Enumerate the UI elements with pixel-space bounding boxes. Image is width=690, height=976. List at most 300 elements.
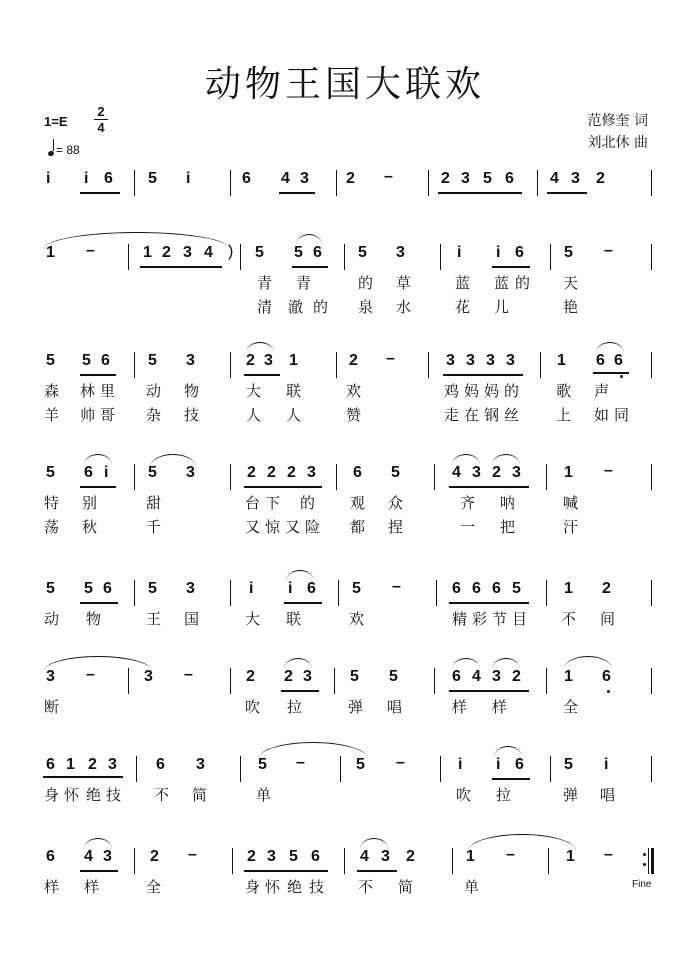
note: 3 — [186, 352, 195, 369]
note: i — [457, 244, 462, 261]
time-signature — [94, 104, 108, 135]
lyric: 林 — [80, 382, 96, 400]
lyric: 样 — [492, 698, 508, 716]
note: – — [188, 846, 197, 863]
note: 3 — [196, 756, 205, 773]
note: 5 — [82, 352, 91, 369]
barline — [230, 580, 231, 606]
lyric: 蓝 — [494, 274, 510, 292]
barline — [230, 352, 231, 378]
lyric: 的 — [358, 274, 374, 292]
note: 5 — [46, 352, 55, 369]
lyric: 节 — [492, 610, 508, 628]
note: 6 — [311, 848, 320, 865]
note: 3 — [307, 464, 316, 481]
lyric: 又 — [245, 518, 261, 536]
lyric: 哥 — [100, 406, 116, 424]
note: 3 — [571, 170, 580, 187]
lyric: 人 — [246, 406, 262, 424]
lyric: 走 — [444, 406, 460, 424]
note: 6 — [452, 580, 461, 597]
lyric: 物 — [184, 382, 200, 400]
note: 2 — [287, 464, 296, 481]
barline — [651, 580, 652, 606]
lyric: 简 — [398, 878, 414, 896]
lyric: 都 — [350, 518, 366, 536]
note: 5 — [358, 244, 367, 261]
note: 5 — [389, 668, 398, 685]
lyric: 技 — [184, 406, 200, 424]
note: 6 — [452, 668, 461, 685]
lyric: 惊 — [265, 518, 281, 536]
lyric: 别 — [82, 494, 98, 512]
lyric: 钢 — [484, 406, 500, 424]
note: 2 — [246, 352, 255, 369]
lyric: 唱 — [600, 786, 616, 804]
lyric: 妈 — [484, 382, 500, 400]
lyricist-credit: 范修奎 词 — [587, 113, 648, 129]
note: 2 — [602, 580, 611, 597]
lyric: 样 — [84, 878, 100, 896]
barline — [651, 170, 652, 196]
note: i — [458, 756, 463, 773]
barline — [134, 464, 135, 490]
note: 4 — [452, 464, 461, 481]
barline — [344, 244, 345, 270]
note: – — [384, 168, 393, 185]
note: 5 — [294, 244, 303, 261]
note: 3 — [300, 170, 309, 187]
lyric: 把 — [500, 518, 516, 536]
lyric: 艳 — [563, 298, 579, 316]
key-signature: 1=E — [44, 114, 68, 129]
lyric: 赞 — [346, 406, 362, 424]
barline — [230, 668, 231, 694]
lyric: 的 — [300, 494, 316, 512]
note: 6 — [505, 170, 514, 187]
lyric: 捏 — [388, 518, 404, 536]
note: 6 — [104, 170, 113, 187]
barline — [340, 756, 341, 782]
note: 6 — [614, 352, 623, 369]
lyric: 森 — [44, 382, 60, 400]
underline — [244, 870, 328, 872]
lyric: 的 — [504, 382, 520, 400]
lyric: 技 — [309, 878, 325, 896]
lyric: 清 — [257, 298, 273, 316]
barline — [336, 464, 337, 490]
lyric: 的 — [515, 274, 531, 292]
note: 2 — [162, 244, 171, 261]
lyric: 身 — [44, 786, 60, 804]
barline — [134, 170, 135, 196]
lyric: 联 — [286, 610, 302, 628]
note: 5 — [148, 580, 157, 597]
underline — [593, 372, 629, 374]
underline — [244, 374, 280, 376]
fine-mark: Fine — [632, 879, 652, 890]
composer-credit: 刘北休 曲 — [587, 135, 648, 151]
note: 3 — [492, 668, 501, 685]
barline — [344, 848, 345, 874]
lyric: 拉 — [496, 786, 512, 804]
lyric: 绝 — [287, 878, 303, 896]
lyric: 全 — [563, 698, 579, 716]
barline — [136, 756, 137, 782]
note: – — [184, 666, 193, 683]
lyric: 物 — [86, 610, 102, 628]
note: 5 — [255, 244, 264, 261]
note: 6 — [156, 756, 165, 773]
score-row-3 — [0, 352, 690, 452]
score-row-8 — [0, 848, 690, 948]
underline — [547, 192, 587, 194]
note: 1 — [564, 668, 573, 685]
note: 4 — [281, 170, 290, 187]
note: i — [288, 580, 293, 597]
note: 6 — [353, 464, 362, 481]
barline — [428, 352, 429, 378]
lyric: 泉 — [358, 298, 374, 316]
note: – — [506, 846, 515, 863]
final-barline-thick — [651, 848, 654, 874]
note: 3 — [396, 244, 405, 261]
barline — [134, 848, 135, 874]
note: 2 — [596, 170, 605, 187]
note: 6 — [472, 580, 481, 597]
barline — [428, 170, 429, 196]
note: 2 — [267, 464, 276, 481]
lyric: 动 — [44, 610, 60, 628]
note: 4 — [84, 848, 93, 865]
note: – — [392, 578, 401, 595]
lyric: 大 — [245, 610, 261, 628]
lyric: 喊 — [563, 494, 579, 512]
lyric: 呐 — [500, 494, 516, 512]
lyric: 拉 — [287, 698, 303, 716]
note: 3 — [512, 464, 521, 481]
note: i — [604, 756, 609, 773]
underline — [140, 266, 222, 268]
note: 5 — [483, 170, 492, 187]
note: – — [396, 754, 405, 771]
lyric: 里 — [100, 382, 116, 400]
lyric: 千 — [146, 518, 162, 536]
note: 3 — [264, 352, 273, 369]
note: 5 — [258, 756, 267, 773]
barline — [134, 352, 135, 378]
note: 5 — [352, 580, 361, 597]
lyric: 在 — [464, 406, 480, 424]
barline — [651, 464, 652, 490]
barline — [336, 352, 337, 378]
meter-top: 2 — [97, 104, 105, 119]
note: 5 — [148, 352, 157, 369]
underline — [284, 602, 322, 604]
note: 1 — [564, 580, 573, 597]
lyric: 欢 — [349, 610, 365, 628]
lyric: 单 — [256, 786, 272, 804]
note: 2 — [247, 848, 256, 865]
note: 5 — [564, 244, 573, 261]
lyric: 如 — [594, 406, 610, 424]
note: – — [604, 846, 613, 863]
note: 6 — [515, 756, 524, 773]
underline — [43, 776, 123, 778]
repeat-dot — [643, 853, 646, 856]
note: 6 — [492, 580, 501, 597]
note: – — [386, 350, 395, 367]
note: 6 — [101, 352, 110, 369]
note: 6 — [46, 848, 55, 865]
lyric: 儿 — [494, 298, 510, 316]
note: 1 — [557, 352, 566, 369]
note: 2 — [150, 848, 159, 865]
underline — [292, 266, 328, 268]
lyric: 吹 — [456, 786, 472, 804]
note: 5 — [46, 464, 55, 481]
barline — [546, 580, 547, 606]
note: 1 — [289, 352, 298, 369]
lyric: 台 — [245, 494, 261, 512]
note: i — [496, 756, 501, 773]
underline — [449, 602, 529, 604]
underline — [80, 870, 118, 872]
note: 2 — [349, 352, 358, 369]
note: 3 — [183, 244, 192, 261]
lyric: 同 — [614, 406, 630, 424]
note: 1 — [66, 756, 75, 773]
underline — [449, 690, 529, 692]
note: 2 — [346, 170, 355, 187]
octave-dot — [620, 375, 623, 378]
lyric: 不 — [561, 610, 577, 628]
note: 5 — [350, 668, 359, 685]
lyric: 样 — [44, 878, 60, 896]
lyric: 欢 — [346, 382, 362, 400]
lyric: 动 — [146, 382, 162, 400]
underline — [443, 374, 523, 376]
note: 5 — [564, 756, 573, 773]
note: 3 — [108, 756, 117, 773]
lyric: 险 — [305, 518, 321, 536]
barline — [548, 848, 549, 874]
lyric: 联 — [286, 382, 302, 400]
lyric: 绝 — [86, 786, 102, 804]
repeat-dot — [643, 863, 646, 866]
octave-dot — [607, 690, 610, 693]
underline — [449, 486, 529, 488]
note: 2 — [492, 464, 501, 481]
note: 6 — [242, 170, 251, 187]
note: 5 — [356, 756, 365, 773]
note: 4 — [472, 668, 481, 685]
barline — [651, 756, 652, 782]
lyric: 目 — [512, 610, 528, 628]
note: 6 — [46, 756, 55, 773]
note: 3 — [186, 464, 195, 481]
barline — [550, 244, 551, 270]
note: 4 — [550, 170, 559, 187]
note: i — [186, 170, 191, 187]
note: 4 — [204, 244, 213, 261]
lyric: 花 — [455, 298, 471, 316]
note: 3 — [144, 668, 153, 685]
lyric: 身 — [245, 878, 261, 896]
lyric: 观 — [350, 494, 366, 512]
barline — [651, 244, 652, 270]
barline — [128, 668, 129, 694]
note: 3 — [486, 352, 495, 369]
lyric: 国 — [184, 610, 200, 628]
note: i — [249, 580, 254, 597]
lyric: 水 — [396, 298, 412, 316]
note: – — [86, 666, 95, 683]
lyric: 杂 — [146, 406, 162, 424]
barline — [452, 848, 453, 874]
underline — [279, 192, 315, 194]
note: i — [46, 170, 51, 187]
lyric: 青 — [257, 274, 273, 292]
lyric: 全 — [146, 878, 162, 896]
note: 6 — [313, 244, 322, 261]
note: – — [604, 462, 613, 479]
lyric: 甜 — [146, 494, 162, 512]
score-row-2 — [0, 244, 690, 344]
lyric: 间 — [600, 610, 616, 628]
note: 3 — [461, 170, 470, 187]
barline — [550, 756, 551, 782]
score-row-4 — [0, 464, 690, 564]
note: 6 — [307, 580, 316, 597]
note: 1 — [46, 244, 55, 261]
note: 2 — [406, 848, 415, 865]
note: 3 — [506, 352, 515, 369]
note: 2 — [441, 170, 450, 187]
barline — [334, 668, 335, 694]
lyric: 弹 — [348, 698, 364, 716]
note: 5 — [391, 464, 400, 481]
lyric: 羊 — [44, 406, 60, 424]
barline — [240, 756, 241, 782]
barline — [240, 244, 241, 270]
lyric: 一 — [460, 518, 476, 536]
lyric: 上 — [556, 406, 572, 424]
barline — [537, 170, 538, 196]
note: i — [104, 464, 109, 481]
lyric: 精 — [452, 610, 468, 628]
underline — [80, 486, 116, 488]
note: 3 — [186, 580, 195, 597]
barline — [338, 580, 339, 606]
lyric: 又 — [285, 518, 301, 536]
lyric: 样 — [452, 698, 468, 716]
lyric: 弹 — [563, 786, 579, 804]
lyric: 歌 — [556, 382, 572, 400]
note: 5 — [512, 580, 521, 597]
note: 6 — [103, 580, 112, 597]
note: 5 — [46, 580, 55, 597]
lyric: 声 — [594, 382, 610, 400]
note: 3 — [381, 848, 390, 865]
lyric: 天 — [563, 274, 579, 292]
lyric: 秋 — [82, 518, 98, 536]
note: 5 — [289, 848, 298, 865]
lyric: 大 — [246, 382, 262, 400]
note: 3 — [446, 352, 455, 369]
barline — [546, 668, 547, 694]
note: 1 — [564, 464, 573, 481]
lyric: 下 — [265, 494, 281, 512]
lyric: 唱 — [387, 698, 403, 716]
lyric: 荡 — [44, 518, 60, 536]
lyric: 众 — [388, 494, 404, 512]
barline — [651, 352, 652, 378]
note: – — [86, 242, 95, 259]
underline — [80, 374, 116, 376]
tempo-value: = 88 — [56, 143, 80, 157]
underline — [357, 870, 397, 872]
barline — [434, 668, 435, 694]
lyric: 蓝 — [455, 274, 471, 292]
note: 2 — [247, 464, 256, 481]
barline — [651, 668, 652, 694]
lyric: 技 — [106, 786, 122, 804]
note-stem — [53, 139, 54, 151]
barline — [232, 848, 233, 874]
note: i — [84, 170, 89, 187]
note: 6 — [596, 352, 605, 369]
barline — [336, 170, 337, 196]
note: 2 — [246, 668, 255, 685]
lyric: 怀 — [265, 878, 281, 896]
note: 5 — [84, 580, 93, 597]
note: – — [296, 754, 305, 771]
underline — [492, 778, 530, 780]
lyric: 青 — [296, 274, 312, 292]
lyric: 的 — [313, 298, 329, 316]
quarter-note-icon — [47, 150, 54, 157]
lyric: 不 — [358, 878, 374, 896]
note: 2 — [512, 668, 521, 685]
lyric: 草 — [396, 274, 412, 292]
note: 6 — [84, 464, 93, 481]
underline — [244, 486, 322, 488]
note: 1 — [466, 848, 475, 865]
lyric: 吹 — [245, 698, 261, 716]
underline — [492, 266, 530, 268]
underline — [281, 690, 319, 692]
barline — [440, 756, 441, 782]
barline — [128, 244, 129, 270]
note: 3 — [103, 848, 112, 865]
final-barline-thin — [648, 848, 649, 874]
note: 6 — [515, 244, 524, 261]
note: i — [496, 244, 501, 261]
note: 2 — [284, 668, 293, 685]
note: 3 — [472, 464, 481, 481]
tempo-mark — [48, 142, 80, 157]
underline — [80, 192, 120, 194]
note: 4 — [360, 848, 369, 865]
lyric: 鸡 — [444, 382, 460, 400]
lyric: 帅 — [80, 406, 96, 424]
lyric: 断 — [44, 698, 60, 716]
barline — [134, 580, 135, 606]
note: 1 — [143, 244, 152, 261]
barline — [546, 464, 547, 490]
note: 1 — [566, 848, 575, 865]
